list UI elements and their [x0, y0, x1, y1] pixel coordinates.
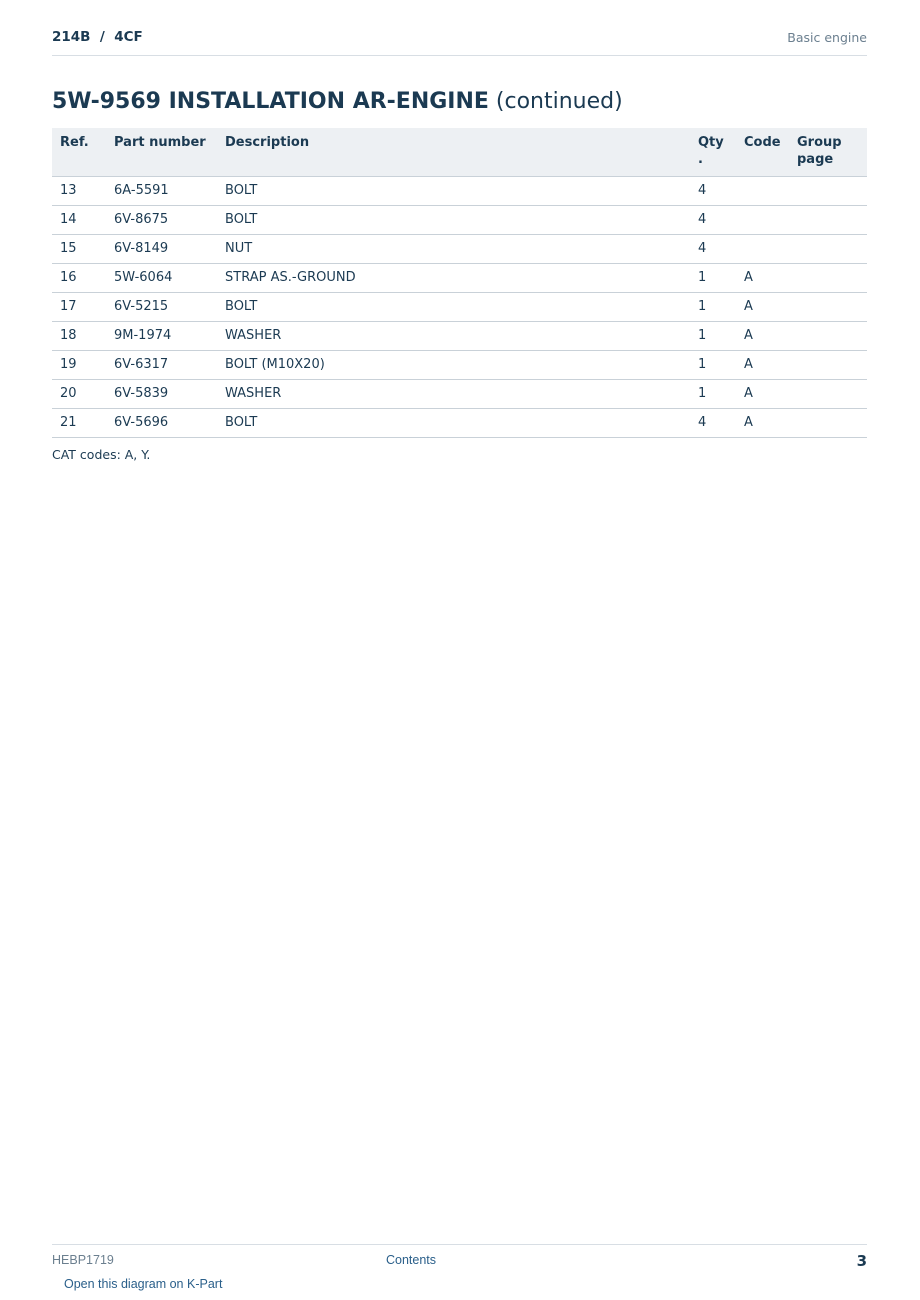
cell-qty: 4 — [690, 235, 736, 264]
table-row — [52, 235, 867, 264]
column-header-ref: Ref. — [52, 128, 106, 177]
cell-ref: 15 — [52, 235, 106, 264]
cell-ref: 14 — [52, 206, 106, 235]
cell-group-page — [789, 177, 867, 206]
table-row — [52, 177, 867, 206]
cell-code: A — [736, 409, 789, 438]
table-row — [52, 322, 867, 351]
cell-ref: 18 — [52, 322, 106, 351]
cell-part-number: 6V-5839 — [106, 380, 217, 409]
section-name: Basic engine — [787, 30, 867, 45]
cell-description: BOLT — [217, 177, 690, 206]
cell-qty: 1 — [690, 351, 736, 380]
cell-group-page — [789, 206, 867, 235]
cell-description: BOLT (M10X20) — [217, 351, 690, 380]
table-row — [52, 409, 867, 438]
cell-group-page — [789, 264, 867, 293]
cell-code — [736, 206, 789, 235]
cell-description: STRAP AS.-GROUND — [217, 264, 690, 293]
cell-qty: 1 — [690, 293, 736, 322]
cell-part-number: 6V-8149 — [106, 235, 217, 264]
cell-description: BOLT — [217, 409, 690, 438]
parts-table — [52, 128, 867, 438]
cell-part-number: 6V-5696 — [106, 409, 217, 438]
cell-code: A — [736, 322, 789, 351]
column-header-description: Description — [217, 128, 690, 177]
cell-qty: 1 — [690, 322, 736, 351]
cell-ref: 20 — [52, 380, 106, 409]
machine-model: 214B / 4CF — [52, 29, 143, 45]
cell-group-page — [789, 409, 867, 438]
cell-group-page — [789, 293, 867, 322]
cell-group-page — [789, 380, 867, 409]
page-footer — [52, 1244, 867, 1291]
cell-description: NUT — [217, 235, 690, 264]
table-row — [52, 380, 867, 409]
cell-code: A — [736, 293, 789, 322]
cell-part-number: 6V-8675 — [106, 206, 217, 235]
cell-ref: 13 — [52, 177, 106, 206]
cell-qty: 4 — [690, 177, 736, 206]
cell-ref: 16 — [52, 264, 106, 293]
cell-ref: 19 — [52, 351, 106, 380]
cell-code — [736, 235, 789, 264]
page-number: 3 — [856, 1252, 867, 1270]
column-header-code: Code — [736, 128, 789, 177]
column-header-group-page: Group page — [789, 128, 867, 177]
cell-part-number: 6V-5215 — [106, 293, 217, 322]
cell-description: WASHER — [217, 322, 690, 351]
page-title — [52, 89, 623, 114]
document-id: HEBP1719 — [52, 1253, 114, 1267]
cell-qty: 4 — [690, 409, 736, 438]
page-header — [52, 28, 867, 56]
column-header-part-number: Part number — [106, 128, 217, 177]
column-header-qty: Qty . — [690, 128, 736, 177]
cell-part-number: 9M-1974 — [106, 322, 217, 351]
table-header-row — [52, 128, 867, 177]
cell-description: BOLT — [217, 293, 690, 322]
cell-ref: 17 — [52, 293, 106, 322]
cell-qty: 4 — [690, 206, 736, 235]
cell-part-number: 6V-6317 — [106, 351, 217, 380]
table-row — [52, 206, 867, 235]
open-diagram-kpart-link[interactable]: Open this diagram on K-Part — [64, 1277, 223, 1291]
cell-part-number: 6A-5591 — [106, 177, 217, 206]
cell-part-number: 5W-6064 — [106, 264, 217, 293]
cell-group-page — [789, 351, 867, 380]
cell-qty: 1 — [690, 380, 736, 409]
table-row — [52, 293, 867, 322]
cell-code: A — [736, 264, 789, 293]
cell-group-page — [789, 322, 867, 351]
table-row — [52, 264, 867, 293]
cell-qty: 1 — [690, 264, 736, 293]
cell-ref: 21 — [52, 409, 106, 438]
cell-description: BOLT — [217, 206, 690, 235]
cell-code — [736, 177, 789, 206]
cell-group-page — [789, 235, 867, 264]
table-row — [52, 351, 867, 380]
cell-description: WASHER — [217, 380, 690, 409]
cat-codes-note: CAT codes: A, Y. — [52, 447, 151, 462]
page-title-main: 5W-9569 INSTALLATION AR-ENGINE — [52, 89, 489, 114]
cell-code: A — [736, 351, 789, 380]
cell-code: A — [736, 380, 789, 409]
page-title-suffix: (continued) — [495, 89, 623, 114]
contents-link[interactable]: Contents — [386, 1253, 437, 1267]
